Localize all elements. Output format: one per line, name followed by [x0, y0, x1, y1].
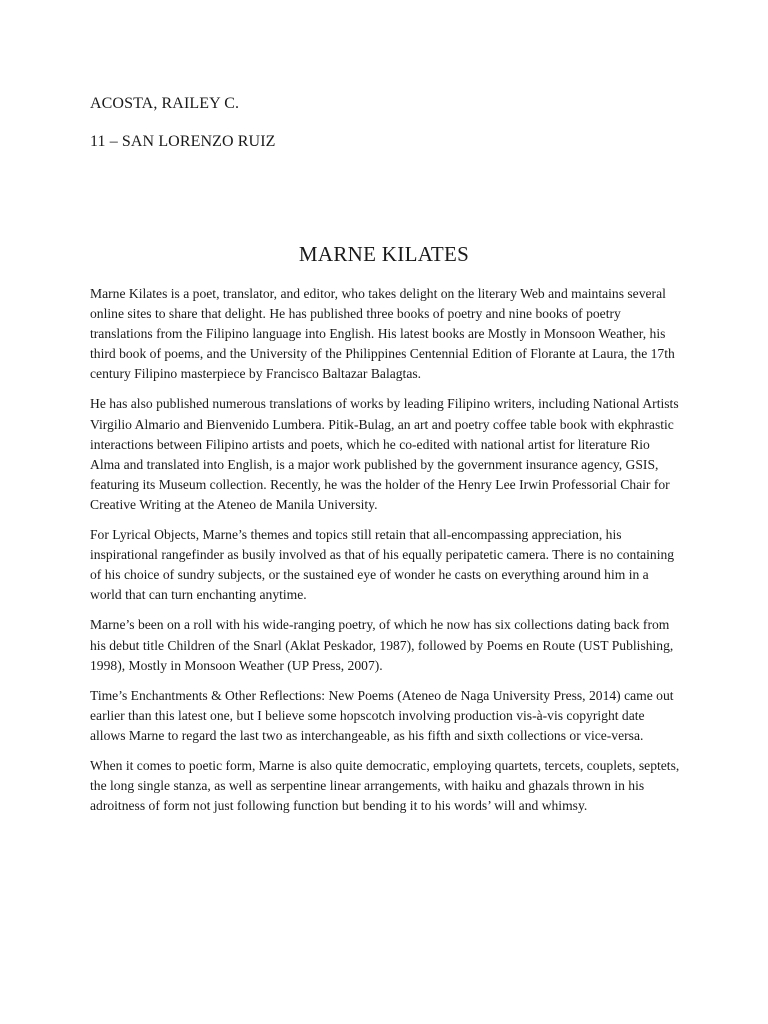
- document-body: [90, 284, 682, 826]
- paragraph: Marne Kilates is a poet, translator, and editor, who takes delight on the literary Web and maintains several online sites to share that delight. He has published three books of poetry and nine books of poetry translations from the Filipino language into English. His latest books are Mostly in Monsoon Weather, his third book of poems, and the University of the Philippines Centennial Edition of Florante at Laura, the 17th century Filipino masterpiece by Francisco Baltazar Balagtas.: [90, 286, 675, 382]
- class-section: 11 – SAN LORENZO RUIZ: [90, 133, 276, 150]
- author-name: ACOSTA, RAILEY C.: [90, 95, 240, 112]
- page-title: MARNE KILATES: [298, 242, 470, 266]
- paragraph: When it comes to poetic form, Marne is also quite democratic, employing quartets, tercets, couplets, septets, the long single stanza, as well as serpentine linear arrangements, with haiku and ghazals thrown in his adroitness of form not just following function but bending it to his words’ will and whimsy.: [90, 757, 680, 814]
- paragraph: Time’s Enchantments & Other Reflections: New Poems (Ateneo de Naga University Press, 2014) came out earlier than this latest one, but I believe some hopscotch involving production vis-à-vis copyright date allows Marne to regard the last two as interchangeable, as his fifth and sixth collections or vice-versa.: [90, 687, 674, 743]
- paragraph: For Lyrical Objects, Marne’s themes and topics still retain that all-encompassing appreciation, his inspirational rangefinder as busily involved as that of his equally peripatetic camera. There is no containing of his choice of sundry subjects, or the sustained eye of wonder he casts on everything around him in a world that can turn enchanting anytime.: [90, 527, 675, 603]
- paragraph: Marne’s been on a roll with his wide-ranging poetry, of which he now has six collections dating back from his debut title Children of the Snarl (Aklat Peskador, 1987), followed by Poems en Route (UST Publishing, 1998), Mostly in Monsoon Weather (UP Press, 2007).: [90, 617, 674, 673]
- paragraph: He has also published numerous translations of works by leading Filipino writers, including National Artists Virgilio Almario and Bienvenido Lumbera. Pitik-Bulag, an art and poetry coffee table book with ekphrastic interactions between Filipino artists and poets, which he co-edited with national artist for literature Rio Alma and translated into English, is a major work published by the government insurance agency, GSIS, featuring its Museum collection. Recently, he was the holder of the Henry Lee Irwin Professorial Chair for Creative Writing at the Ateneo de Manila University.: [90, 396, 679, 512]
